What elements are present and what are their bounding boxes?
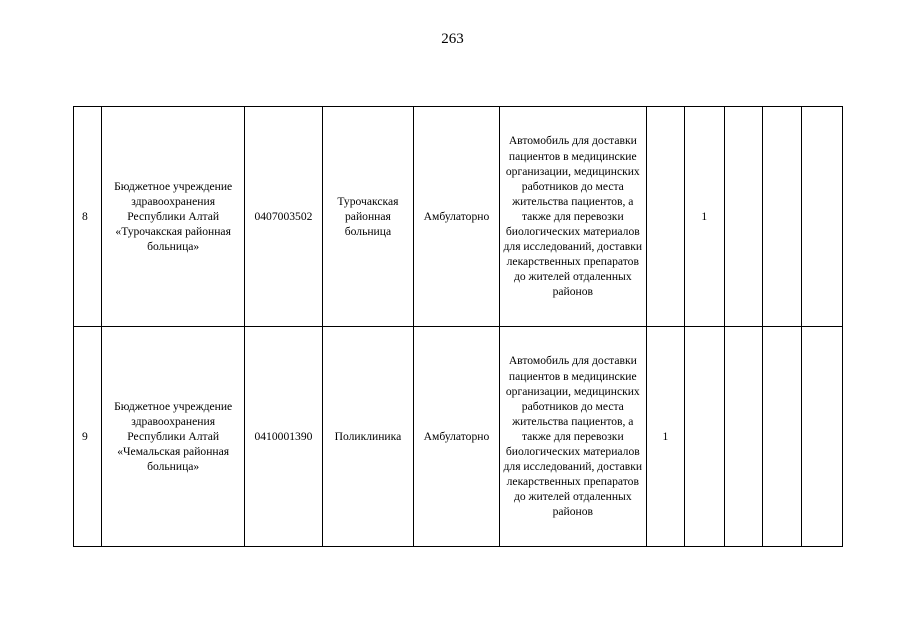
vehicle-purpose: Автомобиль для доставки пациентов в медицинские организации, медицинских работников до места жительства пациентов, а также для перевозки биологических материалов для исследований, доставки лекарственных препаратов до жителей отдаленных районов (499, 327, 646, 547)
table-row (74, 107, 843, 327)
vehicles-table (73, 106, 843, 547)
row-number: 8 (74, 107, 102, 327)
quantity-cell (762, 327, 801, 547)
vehicle-purpose: Автомобиль для доставки пациентов в медицинские организации, медицинских работников до места жительства пациентов, а также для перевозки биологических материалов для исследований, доставки лекарственных препаратов до жителей отдаленных районов (499, 107, 646, 327)
subdivision-name: Турочакская районная больница (322, 107, 413, 327)
quantity-cell (646, 107, 684, 327)
page-number: 263 (441, 31, 464, 47)
institution-code: 0410001390 (244, 327, 322, 547)
quantity-cell: 1 (646, 327, 684, 547)
quantity-cell (762, 107, 801, 327)
quantity-cell (685, 327, 724, 547)
quantity-cell (724, 327, 762, 547)
row-number: 9 (74, 327, 102, 547)
quantity-cell (802, 327, 843, 547)
subdivision-name: Поликлиника (322, 327, 413, 547)
institution-name: Бюджетное учреждение здравоохранения Республики Алтай «Чемальская районная больница» (102, 327, 245, 547)
quantity-cell (724, 107, 762, 327)
quantity-cell (802, 107, 843, 327)
care-type: Амбулаторно (413, 327, 499, 547)
table-row (74, 327, 843, 547)
quantity-cell: 1 (685, 107, 724, 327)
institution-name: Бюджетное учреждение здравоохранения Республики Алтай «Турочакская районная больница» (102, 107, 245, 327)
care-type: Амбулаторно (413, 107, 499, 327)
institution-code: 0407003502 (244, 107, 322, 327)
